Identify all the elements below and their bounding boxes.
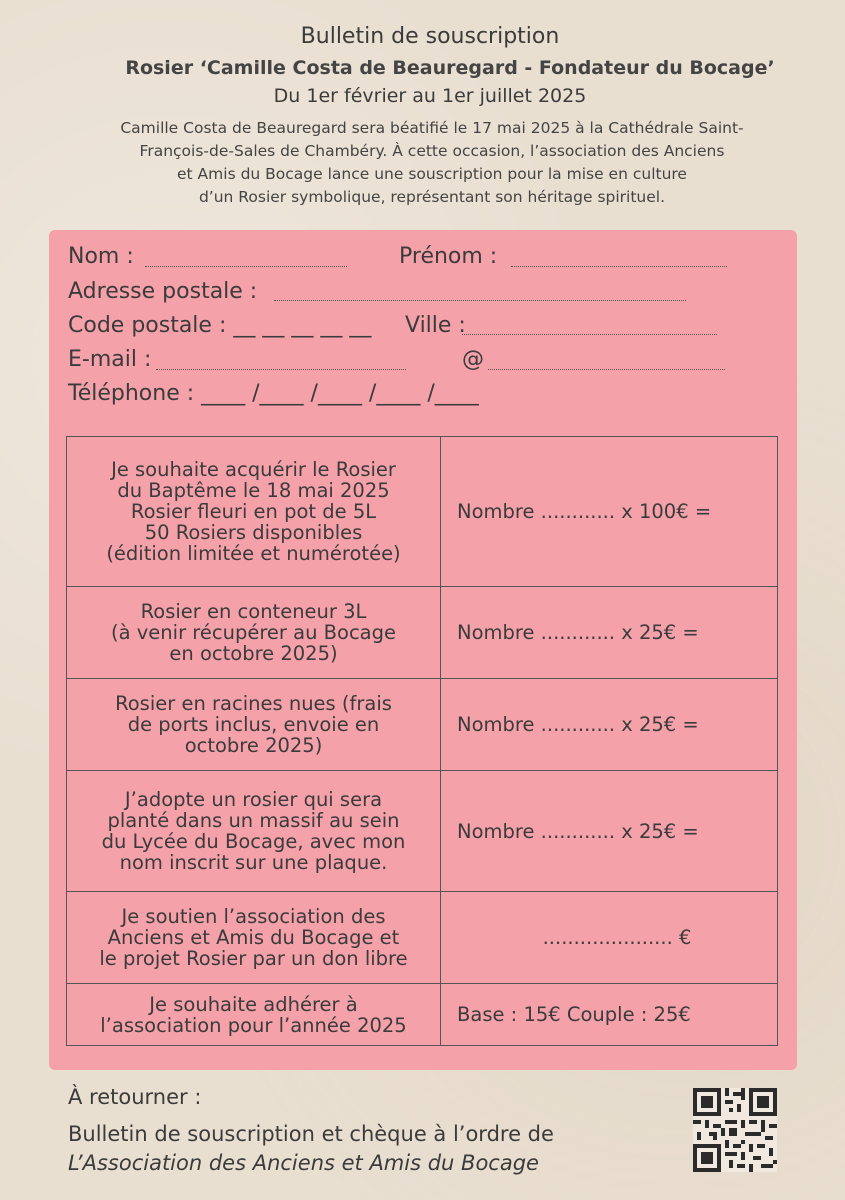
table-row <box>67 587 778 679</box>
prenom-label: Prénom : <box>399 244 498 269</box>
description-line: Camille Costa de Beauregard sera béatifié le 17 mai 2025 à la Cathédrale Saint- <box>120 119 744 137</box>
offers-table <box>66 436 778 1046</box>
email-at: @ <box>462 347 484 372</box>
table-row <box>67 771 778 892</box>
description-line: et Amis du Bocage lance une souscription pour la mise en culture <box>177 165 687 183</box>
offer-quantity-field[interactable]: Nombre ............ x 25€ = <box>441 771 778 892</box>
offer-quantity-field[interactable]: Nombre ............ x 100€ = <box>441 437 778 587</box>
offer-description: J’adopte un rosier qui sera planté dans un massif au sein du Lycée du Bocage, avec mon nom inscrit sur une plaque. <box>67 771 441 892</box>
return-label: À retourner : <box>68 1085 202 1109</box>
email-user-field[interactable] <box>156 369 406 370</box>
ville-field[interactable] <box>462 334 717 335</box>
table-row <box>67 679 778 771</box>
offer-description: Rosier en racines nues (frais de ports inclus, envoie en octobre 2025) <box>67 679 441 771</box>
telephone-label: Téléphone : ____ /____ /____ /____ /____ <box>68 381 479 406</box>
offer-description: Je souhaite adhérer à l’association pour l’année 2025 <box>67 984 441 1046</box>
table-row <box>67 984 778 1046</box>
donation-field[interactable]: ..................... € <box>441 892 778 984</box>
subscription-dates: Du 1er février au 1er juillet 2025 <box>273 85 587 107</box>
description-line: François-de-Sales de Chambéry. À cette occasion, l’association des Anciens <box>139 142 725 160</box>
nom-field[interactable] <box>145 266 347 267</box>
offer-description: Rosier en conteneur 3L (à venir récupérer au Bocage en octobre 2025) <box>67 587 441 679</box>
table-row <box>67 892 778 984</box>
page-subtitle: Rosier ‘Camille Costa de Beauregard - Fondateur du Bocage’ <box>125 57 775 79</box>
adresse-field[interactable] <box>274 300 686 301</box>
association-name: L’Association des Anciens et Amis du Bocage <box>68 1151 539 1175</box>
qr-code-icon[interactable] <box>693 1088 777 1172</box>
offer-description: Je souhaite acquérir le Rosier du Baptême le 18 mai 2025 Rosier fleuri en pot de 5L 50 Rosiers disponibles (édition limitée et numérotée) <box>67 437 441 587</box>
description <box>52 117 812 209</box>
table-row <box>67 437 778 587</box>
ville-label: Ville : <box>405 313 466 338</box>
offer-quantity-field[interactable]: Nombre ............ x 25€ = <box>441 679 778 771</box>
prenom-field[interactable] <box>511 266 727 267</box>
offer-description: Je soutien l’association des Anciens et Amis du Bocage et le projet Rosier par un don libre <box>67 892 441 984</box>
description-line: d’un Rosier symbolique, représentant son héritage spirituel. <box>198 188 666 206</box>
email-label: E-mail : <box>68 347 152 372</box>
nom-label: Nom : <box>68 244 134 269</box>
offer-quantity-field[interactable]: Nombre ............ x 25€ = <box>441 587 778 679</box>
adresse-label: Adresse postale : <box>68 279 258 304</box>
return-instructions: Bulletin de souscription et chèque à l’ordre de <box>68 1122 554 1146</box>
membership-field[interactable]: Base : 15€ Couple : 25€ <box>441 984 778 1046</box>
code-postal-label: Code postale : __ __ __ __ __ <box>68 313 372 338</box>
page-title: Bulletin de souscription <box>300 24 560 49</box>
email-domain-field[interactable] <box>488 369 725 370</box>
